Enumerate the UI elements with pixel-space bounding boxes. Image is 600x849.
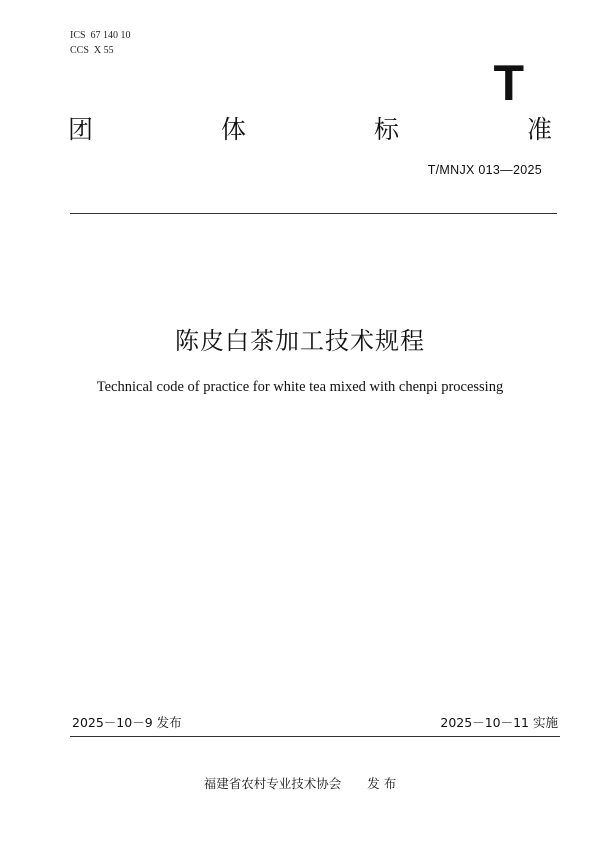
implement-date: 2025－10－11 实施 bbox=[440, 715, 558, 730]
standard-type-char: 标 bbox=[373, 115, 399, 144]
standard-type-char: 准 bbox=[526, 115, 552, 144]
publish-date: 2025－10－9 发布 bbox=[72, 715, 182, 730]
ics-code: ICS 67 140 10 bbox=[70, 30, 131, 41]
issuer-name: 福建省农村专业技术协会 bbox=[203, 776, 342, 791]
standard-type-char: 团 bbox=[68, 115, 94, 144]
footer-divider bbox=[70, 736, 560, 737]
ccs-code: CCS X 55 bbox=[70, 45, 114, 56]
standard-number: T/MNJX 013—2025 bbox=[427, 163, 542, 177]
category-letter: T bbox=[493, 55, 524, 111]
document-title-zh: 陈皮白茶加工技术规程 bbox=[175, 327, 425, 355]
standard-type-heading bbox=[68, 114, 552, 146]
header-divider bbox=[70, 213, 557, 214]
issuer-action: 发 布 bbox=[367, 776, 397, 791]
standard-type-char: 体 bbox=[220, 115, 246, 144]
issuer-line bbox=[0, 775, 600, 793]
classification-codes bbox=[70, 28, 131, 58]
document-title-en: Technical code of practice for white tea mixed with chenpi processing bbox=[96, 379, 504, 395]
